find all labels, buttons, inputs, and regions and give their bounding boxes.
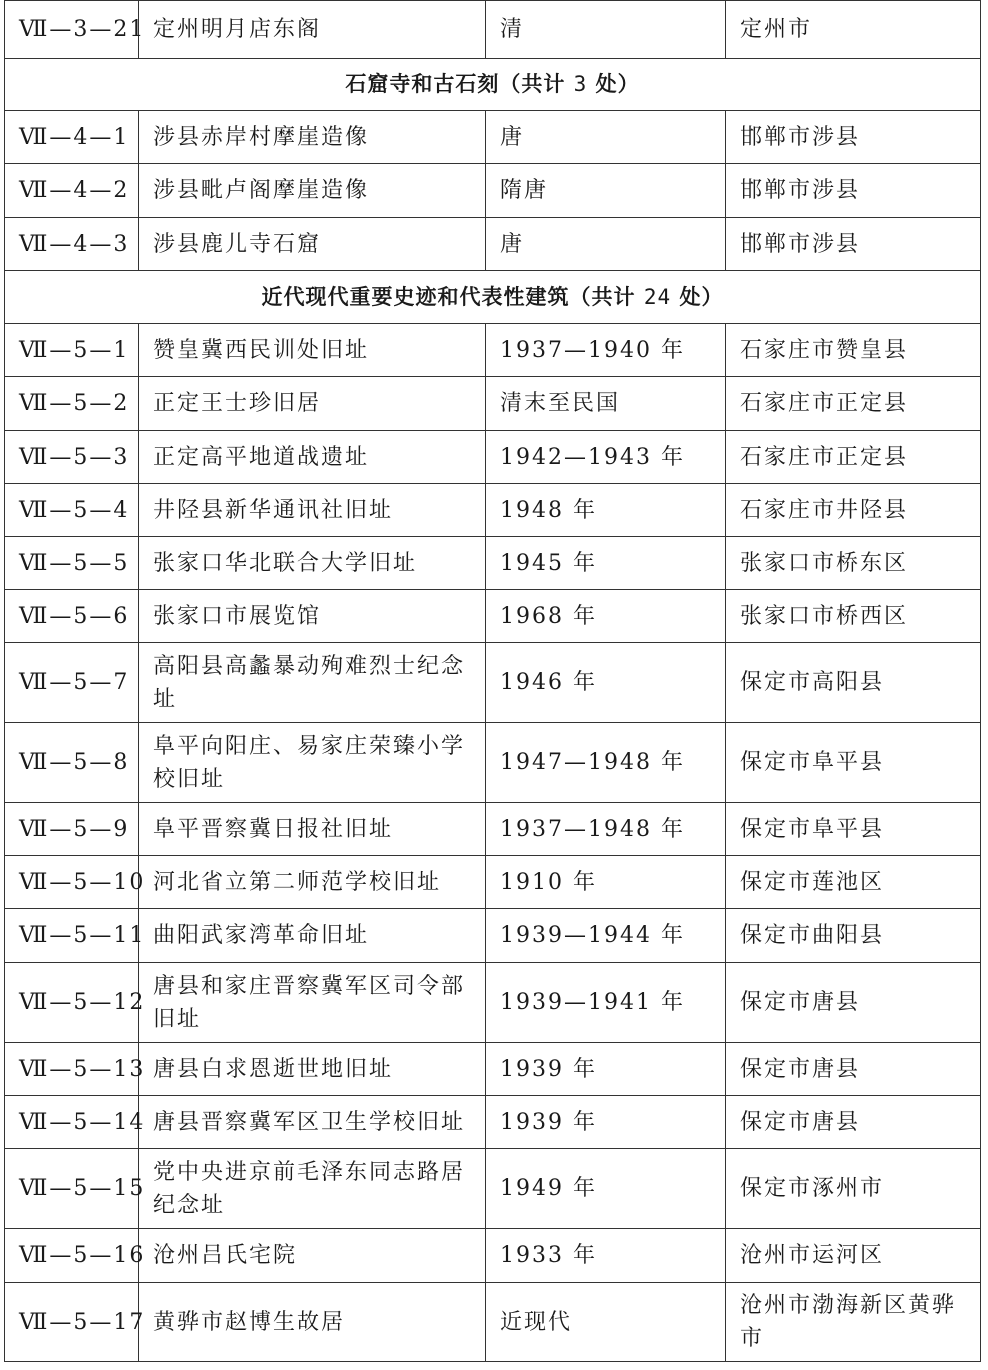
section-title-text: 石窟寺和古石刻（共计	[345, 72, 566, 96]
site-code-cell: Ⅶ—5—13	[5, 1043, 139, 1096]
site-location-cell: 保定市唐县	[726, 1043, 981, 1096]
site-code-cell: Ⅶ—4—3	[5, 218, 139, 271]
site-code-cell: Ⅶ—5—5	[5, 537, 139, 590]
site-name-cell: 正定高平地道战遗址	[139, 431, 486, 484]
section-title	[5, 271, 981, 324]
site-name-cell: 唐县白求恩逝世地旧址	[139, 1043, 486, 1096]
site-location-cell: 保定市阜平县	[726, 803, 981, 856]
site-name-cell: 唐县和家庄晋察冀军区司令部旧址	[139, 963, 486, 1043]
site-era-cell: 1945 年	[486, 537, 726, 590]
table-row	[5, 1283, 981, 1362]
site-era-cell: 近现代	[486, 1283, 726, 1362]
site-code-cell: Ⅶ—5—17	[5, 1283, 139, 1362]
table-row	[5, 1, 981, 59]
site-code-cell: Ⅶ—4—1	[5, 111, 139, 164]
site-era-cell: 1939—1944 年	[486, 909, 726, 963]
site-location-cell: 保定市高阳县	[726, 643, 981, 723]
site-name-cell: 定州明月店东阁	[139, 1, 486, 59]
site-era-cell: 1949 年	[486, 1149, 726, 1229]
site-era-cell: 唐	[486, 111, 726, 164]
section-count: 3	[573, 72, 588, 96]
site-location-cell: 保定市阜平县	[726, 723, 981, 803]
heritage-sites-table	[4, 0, 981, 1362]
site-code-cell: Ⅶ—5—4	[5, 484, 139, 537]
site-name-cell: 井陉县新华通讯社旧址	[139, 484, 486, 537]
site-code-cell: Ⅶ—5—16	[5, 1229, 139, 1283]
site-era-cell: 1948 年	[486, 484, 726, 537]
site-name-cell: 曲阳武家湾革命旧址	[139, 909, 486, 963]
site-name-cell: 河北省立第二师范学校旧址	[139, 856, 486, 909]
table-row	[5, 431, 981, 484]
site-code-cell: Ⅶ—5—10	[5, 856, 139, 909]
site-location-cell: 邯郸市涉县	[726, 164, 981, 218]
site-code-cell: Ⅶ—3—21	[5, 1, 139, 59]
site-code-cell: Ⅶ—5—7	[5, 643, 139, 723]
site-location-cell: 石家庄市正定县	[726, 431, 981, 484]
section-count: 24	[643, 284, 672, 309]
table-row	[5, 723, 981, 803]
site-location-cell: 保定市莲池区	[726, 856, 981, 909]
table-row	[5, 111, 981, 164]
section-unit: 处）	[679, 284, 724, 309]
site-code-cell: Ⅶ—5—14	[5, 1096, 139, 1149]
table-row	[5, 377, 981, 431]
table-row	[5, 1229, 981, 1283]
site-era-cell: 1937—1940 年	[486, 324, 726, 377]
table-row	[5, 537, 981, 590]
site-era-cell: 1968 年	[486, 590, 726, 643]
site-name-cell: 阜平晋察冀日报社旧址	[139, 803, 486, 856]
site-name-cell: 唐县晋察冀军区卫生学校旧址	[139, 1096, 486, 1149]
site-code-cell: Ⅶ—5—9	[5, 803, 139, 856]
table-row	[5, 324, 981, 377]
site-code-cell: Ⅶ—5—6	[5, 590, 139, 643]
site-location-cell: 张家口市桥东区	[726, 537, 981, 590]
site-era-cell: 1939 年	[486, 1096, 726, 1149]
site-location-cell: 沧州市渤海新区黄骅市	[726, 1283, 981, 1362]
site-location-cell: 石家庄市井陉县	[726, 484, 981, 537]
site-name-cell: 张家口华北联合大学旧址	[139, 537, 486, 590]
table-row	[5, 218, 981, 271]
site-location-cell: 保定市涿州市	[726, 1149, 981, 1229]
table-row	[5, 1096, 981, 1149]
site-era-cell: 1933 年	[486, 1229, 726, 1283]
site-code-cell: Ⅶ—5—11	[5, 909, 139, 963]
site-location-cell: 保定市曲阳县	[726, 909, 981, 963]
site-name-cell: 涉县毗卢阁摩崖造像	[139, 164, 486, 218]
table-row	[5, 164, 981, 218]
site-location-cell: 定州市	[726, 1, 981, 59]
table-body	[5, 1, 981, 1362]
site-era-cell: 1939—1941 年	[486, 963, 726, 1043]
section-title-text: 近代现代重要史迹和代表性建筑（共计	[261, 284, 636, 309]
site-era-cell: 唐	[486, 218, 726, 271]
section-header-row	[5, 271, 981, 324]
table-row	[5, 909, 981, 963]
table-row	[5, 803, 981, 856]
table-row	[5, 856, 981, 909]
site-code-cell: Ⅶ—5—12	[5, 963, 139, 1043]
site-era-cell: 1910 年	[486, 856, 726, 909]
site-location-cell: 石家庄市赞皇县	[726, 324, 981, 377]
table-row	[5, 963, 981, 1043]
section-title	[5, 59, 981, 111]
site-era-cell: 清末至民国	[486, 377, 726, 431]
site-name-cell: 赞皇冀西民训处旧址	[139, 324, 486, 377]
site-name-cell: 阜平向阳庄、易家庄荣臻小学校旧址	[139, 723, 486, 803]
site-era-cell: 1937—1948 年	[486, 803, 726, 856]
site-location-cell: 沧州市运河区	[726, 1229, 981, 1283]
site-code-cell: Ⅶ—5—1	[5, 324, 139, 377]
site-code-cell: Ⅶ—5—3	[5, 431, 139, 484]
site-era-cell: 隋唐	[486, 164, 726, 218]
site-name-cell: 涉县赤岸村摩崖造像	[139, 111, 486, 164]
site-era-cell: 1946 年	[486, 643, 726, 723]
site-code-cell: Ⅶ—5—2	[5, 377, 139, 431]
site-location-cell: 保定市唐县	[726, 963, 981, 1043]
site-name-cell: 黄骅市赵博生故居	[139, 1283, 486, 1362]
table-row	[5, 1043, 981, 1096]
site-location-cell: 邯郸市涉县	[726, 218, 981, 271]
table-row	[5, 643, 981, 723]
site-era-cell: 1942—1943 年	[486, 431, 726, 484]
section-header-row	[5, 59, 981, 111]
table-row	[5, 590, 981, 643]
site-name-cell: 张家口市展览馆	[139, 590, 486, 643]
site-name-cell: 正定王士珍旧居	[139, 377, 486, 431]
site-name-cell: 沧州吕氏宅院	[139, 1229, 486, 1283]
site-name-cell: 高阳县高蠡暴动殉难烈士纪念址	[139, 643, 486, 723]
site-location-cell: 石家庄市正定县	[726, 377, 981, 431]
site-location-cell: 邯郸市涉县	[726, 111, 981, 164]
site-era-cell: 清	[486, 1, 726, 59]
section-unit: 处）	[595, 72, 640, 96]
table-row	[5, 1149, 981, 1229]
site-code-cell: Ⅶ—5—15	[5, 1149, 139, 1229]
site-code-cell: Ⅶ—5—8	[5, 723, 139, 803]
site-location-cell: 张家口市桥西区	[726, 590, 981, 643]
site-name-cell: 涉县鹿儿寺石窟	[139, 218, 486, 271]
site-name-cell: 党中央进京前毛泽东同志路居纪念址	[139, 1149, 486, 1229]
site-era-cell: 1939 年	[486, 1043, 726, 1096]
site-code-cell: Ⅶ—4—2	[5, 164, 139, 218]
site-era-cell: 1947—1948 年	[486, 723, 726, 803]
table-row	[5, 484, 981, 537]
site-location-cell: 保定市唐县	[726, 1096, 981, 1149]
